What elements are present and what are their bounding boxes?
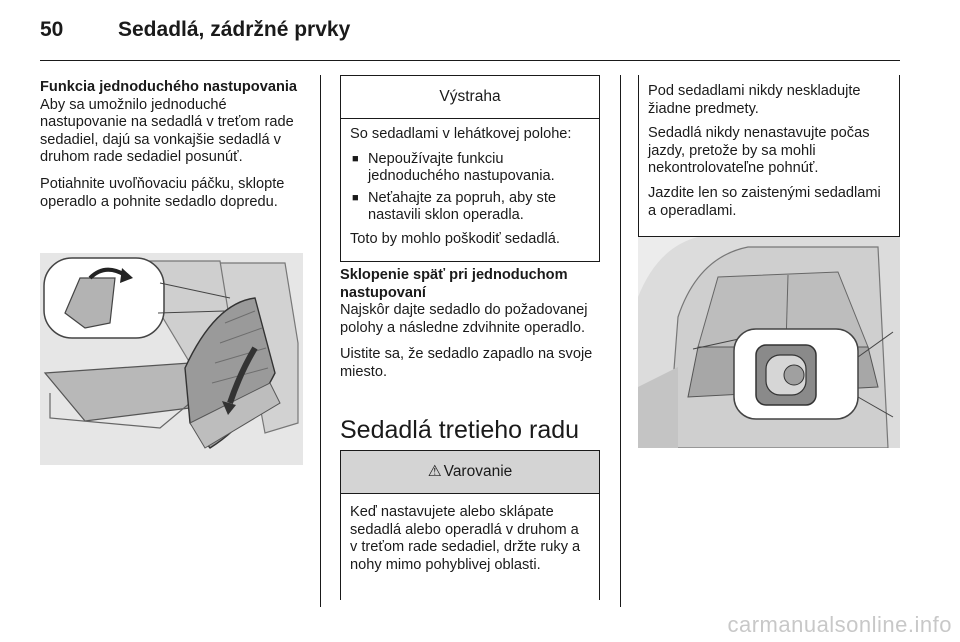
easy-entry-instruction: Potiahnite uvoľňovaciu páčku, sklopte operadlo a pohnite sedadlo dopredu. <box>40 175 285 210</box>
page-title: Sedadlá, zádržné prvky <box>118 18 351 41</box>
locked-warning: Jazdite len so zaistenými sedadlami a operadlami. <box>648 184 881 219</box>
vystraha-bullet-2: ■ Neťahajte za popruh, aby ste nastavili sklon operadla. <box>350 190 590 225</box>
third-row-section-title: Sedadlá tretieho radu <box>340 416 580 444</box>
warning-icon: ⚠ <box>427 463 442 481</box>
vystraha-bullet-1: ■ Nepoužívajte funkciu jednoduchého nastupovania. <box>350 151 590 186</box>
vystraha-intro: So sedadlami v lehátkovej polohe: <box>350 126 572 142</box>
trunk-illustration <box>638 237 900 448</box>
page-number: 50 <box>40 18 64 41</box>
column-divider-2 <box>620 75 621 607</box>
fold-back-heading: Sklopenie späť pri jednoduchom nastupovaní <box>340 267 568 301</box>
varovanie-text: Keď nastavujete alebo sklápate sedadlá alebo operadlá v druhom a v treťom rade sedadiel, držte ruky a nohy mimo pohyblivej oblasti. <box>350 504 581 573</box>
vystraha-heading: Výstraha <box>341 76 599 119</box>
varovanie-heading: Varovanie <box>443 463 513 481</box>
header-divider <box>40 60 900 61</box>
watermark: carmanualsonline.info <box>727 612 952 637</box>
column-divider-1 <box>320 75 321 607</box>
fold-back-paragraph-1: Najskôr dajte sedadlo do požadovanej polohy a následne zdvihnite operadlo. <box>340 302 588 336</box>
easy-entry-heading: Funkcia jednoduchého nastupovania <box>40 79 298 95</box>
vystraha-outro: Toto by mohlo poškodiť sedadlá. <box>350 230 560 247</box>
column-1 <box>40 79 312 220</box>
varovanie-header <box>341 451 599 494</box>
vystraha-box <box>340 75 600 262</box>
varovanie-box <box>340 450 600 600</box>
fold-back-paragraph-2: Uistite sa, že sedadlo zapadlo na svoje miesto. <box>340 346 593 380</box>
seat-illustration <box>40 253 303 465</box>
continued-warning-box <box>638 75 900 237</box>
adjust-warning: Sedadlá nikdy nenastavujte počas jazdy, pretože by sa mohli nekontrolovateľne pohnúť. <box>648 125 870 177</box>
easy-entry-paragraph: Aby sa umožnilo jednoduché nastupovanie na sedadlá v treťom rade sedadiel, dajú sa vonkajšie sedadlá v druhom rade sedadiel posunúť. <box>40 96 294 166</box>
storage-warning: Pod sedadlami nikdy neskladujte žiadne predmety. <box>648 83 861 117</box>
fold-back-section <box>340 267 605 391</box>
